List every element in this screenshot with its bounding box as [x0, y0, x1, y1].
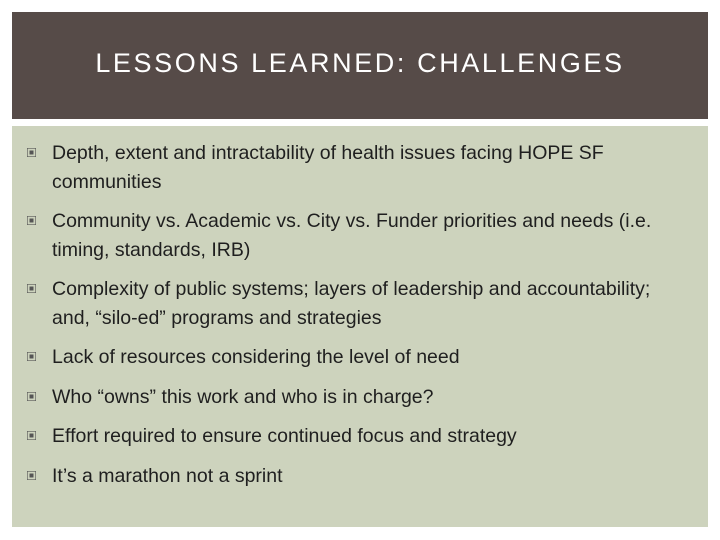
bullet-item	[26, 275, 676, 332]
bullet-item	[26, 207, 676, 264]
bullet-text: Depth, extent and intractability of health issues facing HOPE SF communities	[52, 142, 604, 193]
bullet-text: Lack of resources considering the level of need	[52, 346, 460, 368]
bullet-item	[26, 422, 676, 451]
square-bullet-icon	[27, 216, 36, 225]
slide-title-bar	[12, 12, 708, 119]
bullet-text: Effort required to ensure continued focus and strategy	[52, 425, 517, 447]
square-bullet-icon	[27, 471, 36, 480]
bullet-list	[26, 139, 676, 501]
bullet-item	[26, 462, 676, 491]
bullet-text: Who “owns” this work and who is in charge?	[52, 385, 434, 408]
square-bullet-icon	[27, 431, 36, 440]
bullet-text: It’s a marathon not a sprint	[52, 464, 283, 487]
bullet-text: Complexity of public systems; layers of leadership and accountability; and, “silo-ed” programs and strategies	[52, 278, 651, 329]
bullet-item	[26, 383, 676, 412]
slide-title: LESSONS LEARNED: CHALLENGES	[95, 48, 625, 78]
square-bullet-icon	[27, 148, 36, 157]
bullet-item	[26, 343, 676, 372]
bullet-item	[26, 139, 676, 196]
square-bullet-icon	[27, 352, 36, 361]
bullet-text: Community vs. Academic vs. City vs. Funder priorities and needs (i.e. timing, standards, IRB)	[52, 210, 652, 261]
square-bullet-icon	[27, 284, 36, 293]
square-bullet-icon	[27, 392, 36, 401]
slide-content-panel	[12, 126, 708, 527]
